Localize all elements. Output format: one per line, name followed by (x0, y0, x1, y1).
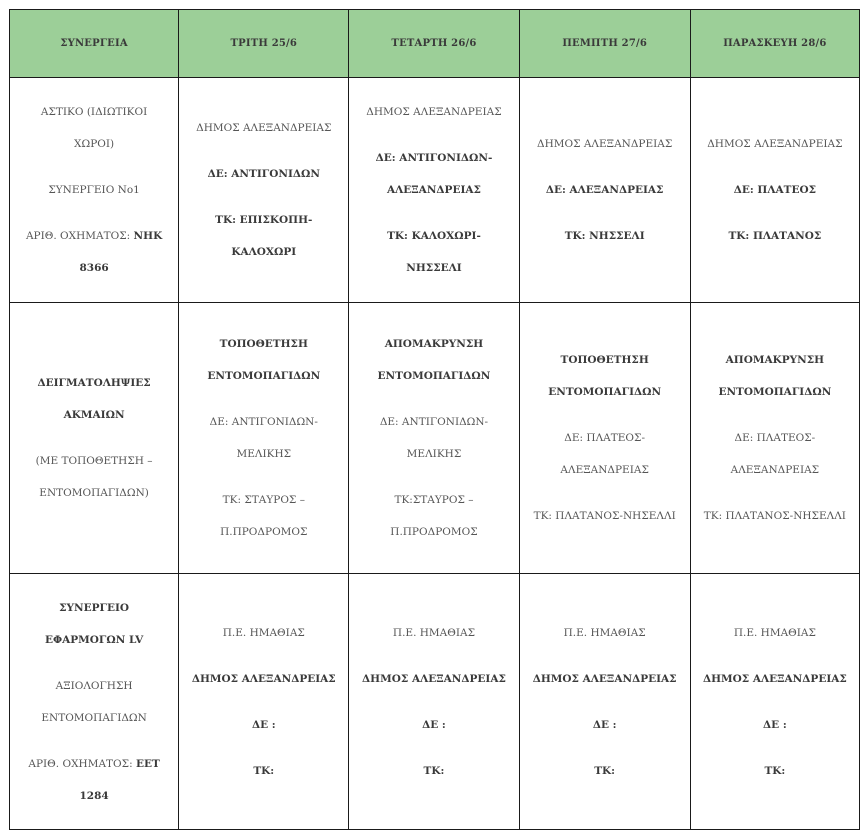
header-thursday: ΠΕΜΠΤΗ 27/6 (519, 10, 690, 78)
cell-team-sampling (10, 303, 179, 574)
cell-sampling-wednesday (349, 303, 519, 574)
local-community: ΤΚ:ΣΤΑΥΡΟΣ – (394, 494, 474, 506)
vehicle-plate-number: 8366 (79, 262, 109, 274)
action: ΤΟΠΟΘΕΤΗΣΗ (560, 354, 649, 366)
cell-applications-thursday (519, 574, 690, 830)
cell-sampling-friday (690, 303, 859, 574)
team-desc-line: ΑΣΤΙΚΟ (ΙΔΙΩΤΙΚΟΙ (40, 106, 148, 118)
action: ΤΟΠΟΘΕΤΗΣΗ (219, 338, 308, 350)
team-name: ΣΥΝΕΡΓΕΙΟ (59, 601, 130, 614)
municipality: ΔΗΜΟΣ ΑΛΕΞΑΝΔΡΕΙΑΣ (707, 138, 843, 150)
team-desc-line: ΑΞΙΟΛΟΓΗΣΗ (55, 679, 133, 692)
cell-applications-wednesday (349, 574, 519, 830)
local-community: ΤΚ: ΠΛΑΤΑΝΟΣ-ΝΗΣΕΛΛΙ (703, 510, 846, 522)
local-community: ΤΚ: ΝΗΣΣΕΛΙ (564, 230, 645, 242)
table-row-urban (10, 78, 860, 303)
cell-applications-friday (690, 574, 859, 830)
vehicle-number (16, 748, 172, 780)
local-community: ΤΚ: ΠΛΑΤΑΝΟΣ (728, 230, 822, 242)
team-name: ΕΦΑΡΜΟΓΩΝ LV (44, 633, 144, 646)
cell-team-applications (10, 574, 179, 830)
local-community: ΤΚ: ΣΤΑΥΡΟΣ – (222, 494, 305, 506)
local-community: ΝΗΣΣΕΛΙ (406, 262, 462, 274)
table-row-sampling (10, 303, 860, 574)
municipal-unit: ΔΕ : (251, 718, 276, 731)
header-row (10, 10, 860, 78)
cell-applications-tuesday (179, 574, 349, 830)
action: ΕΝΤΟΜΟΠΑΓΙΔΩΝ (548, 386, 662, 398)
team-name: ΔΕΙΓΜΑΤΟΛΗΨΙΕΣ (37, 377, 151, 389)
cell-urban-tuesday (179, 78, 349, 303)
municipal-unit: ΑΛΕΞΑΝΔΡΕΙΑΣ (730, 464, 820, 476)
header-tuesday: ΤΡΙΤΗ 25/6 (179, 10, 349, 78)
municipality: ΔΗΜΟΣ ΑΛΕΞΑΝΔΡΕΙΑΣ (366, 106, 502, 118)
action: ΕΝΤΟΜΟΠΑΓΙΔΩΝ (207, 370, 321, 382)
vehicle-label: ΑΡΙΘ. ΟΧΗΜΑΤΟΣ: (25, 230, 134, 242)
local-community: ΤΚ: ΠΛΑΤΑΝΟΣ-ΝΗΣΕΛΛΙ (533, 510, 676, 522)
municipal-unit: ΔΕ : (592, 718, 617, 731)
local-community: ΤΚ: ΚΑΛΟΧΩΡΙ- (387, 230, 481, 242)
municipality: ΔΗΜΟΣ ΑΛΕΞΑΝΔΡΕΙΑΣ (532, 672, 677, 685)
team-desc-line: (ΜΕ ΤΟΠΟΘΕΤΗΣΗ – (35, 455, 153, 467)
regional-unit: Π.Ε. ΗΜΑΘΙΑΣ (733, 626, 816, 639)
municipality: ΔΗΜΟΣ ΑΛΕΞΑΝΔΡΕΙΑΣ (536, 138, 673, 150)
vehicle-number (16, 220, 172, 252)
municipal-unit: ΜΕΛΙΚΗΣ (406, 448, 462, 460)
action: ΕΝΤΟΜΟΠΑΓΙΔΩΝ (377, 370, 491, 382)
municipal-unit: ΔΕ: ΠΛΑΤΕΟΣ- (734, 432, 816, 444)
municipality: ΔΗΜΟΣ ΑΛΕΞΑΝΔΡΕΙΑΣ (191, 672, 336, 685)
cell-team-urban (10, 78, 179, 303)
local-community: ΤΚ: ΕΠΙΣΚΟΠΗ- (215, 214, 313, 226)
cell-urban-wednesday (349, 78, 519, 303)
municipal-unit: ΔΕ: ΑΝΤΙΓΟΝΙΔΩΝ (207, 168, 320, 180)
vehicle-plate: ΕΕΤ (135, 757, 160, 770)
cell-urban-friday (690, 78, 859, 303)
municipal-unit: ΔΕ: ΑΝΤΙΓΟΝΙΔΩΝ- (209, 416, 318, 428)
action: ΑΠΟΜΑΚΡΥΝΣΗ (725, 354, 825, 366)
team-desc-line: ΕΝΤΟΜΟΠΑΓΙΔΩΝ) (39, 487, 149, 499)
local-community: ΚΑΛΟΧΩΡΙ (231, 246, 297, 258)
local-community: ΤΚ: (253, 764, 275, 777)
local-community: Π.ΠΡΟΔΡΟΜΟΣ (220, 526, 308, 538)
municipal-unit: ΔΕ: ΑΝΤΙΓΟΝΙΔΩΝ- (379, 416, 489, 428)
action: ΑΠΟΜΑΚΡΥΝΣΗ (384, 338, 484, 350)
cell-sampling-thursday (519, 303, 690, 574)
vehicle-label: ΑΡΙΘ. ΟΧΗΜΑΤΟΣ: (28, 757, 136, 770)
municipal-unit: ΔΕ: ΑΛΕΞΑΝΔΡΕΙΑΣ (545, 184, 664, 196)
team-desc-line: ΧΩΡΟΙ) (74, 138, 115, 150)
vehicle-plate-number: 1284 (79, 789, 109, 802)
municipal-unit: ΑΛΕΞΑΝΔΡΕΙΑΣ (560, 464, 649, 476)
action: ΕΝΤΟΜΟΠΑΓΙΔΩΝ (718, 386, 832, 398)
local-community: ΤΚ: (764, 764, 786, 777)
municipal-unit: ΔΕ : (422, 718, 446, 731)
header-friday: ΠΑΡΑΣΚΕΥΗ 28/6 (690, 10, 859, 78)
municipality: ΔΗΜΟΣ ΑΛΕΞΑΝΔΡΕΙΑΣ (196, 122, 332, 134)
municipality: ΔΗΜΟΣ ΑΛΕΞΑΝΔΡΕΙΑΣ (362, 672, 506, 685)
regional-unit: Π.Ε. ΗΜΑΘΙΑΣ (392, 626, 476, 639)
cell-sampling-tuesday (179, 303, 349, 574)
local-community: Π.ΠΡΟΔΡΟΜΟΣ (390, 526, 478, 538)
regional-unit: Π.Ε. ΗΜΑΘΙΑΣ (563, 626, 646, 639)
municipal-unit: ΑΛΕΞΑΝΔΡΕΙΑΣ (386, 184, 481, 196)
municipality: ΔΗΜΟΣ ΑΛΕΞΑΝΔΡΕΙΑΣ (702, 672, 847, 685)
local-community: ΤΚ: (594, 764, 616, 777)
header-wednesday: ΤΕΤΑΡΤΗ 26/6 (349, 10, 519, 78)
municipal-unit: ΔΕ: ΠΛΑΤΕΟΣ (733, 184, 817, 196)
local-community: ΤΚ: (423, 764, 445, 777)
regional-unit: Π.Ε. ΗΜΑΘΙΑΣ (222, 626, 305, 639)
team-name: ΣΥΝΕΡΓΕΙΟ Νο1 (48, 184, 140, 196)
vehicle-plate: ΝΗΚ (133, 230, 163, 242)
team-desc-line: ΕΝΤΟΜΟΠΑΓΙΔΩΝ (41, 711, 147, 724)
schedule-table (9, 9, 860, 830)
municipal-unit: ΔΕ : (763, 718, 787, 731)
table-row-applications (10, 574, 860, 830)
municipal-unit: ΔΕ: ΠΛΑΤΕΟΣ- (564, 432, 645, 444)
municipal-unit: ΜΕΛΙΚΗΣ (236, 448, 292, 460)
municipal-unit: ΔΕ: ΑΝΤΙΓΟΝΙΔΩΝ- (375, 152, 493, 164)
cell-urban-thursday (519, 78, 690, 303)
team-name: ΑΚΜΑΙΩΝ (63, 409, 125, 421)
header-teams: ΣΥΝΕΡΓΕΙΑ (10, 10, 179, 78)
